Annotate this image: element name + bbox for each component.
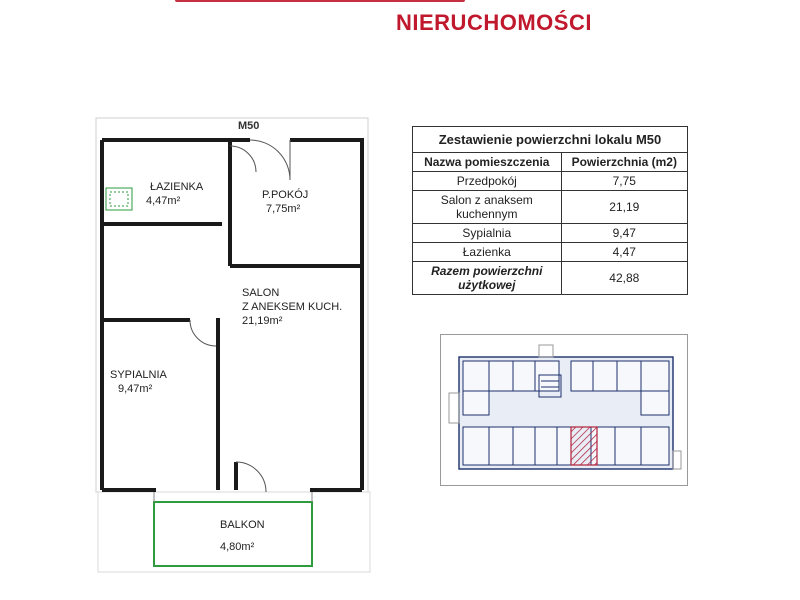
table-cell-area: 4,47 — [561, 243, 687, 262]
table-cell-room-line2: kuchennym — [456, 207, 518, 221]
brand-logo-cropped — [175, 0, 465, 2]
plan-unit-label: M50 — [238, 120, 260, 132]
table-cell-area: 7,75 — [561, 172, 687, 191]
table-total-row — [413, 262, 688, 295]
floor-plan — [90, 116, 380, 576]
building-locator-plan — [440, 334, 688, 486]
table-cell-room: Sypialnia — [413, 224, 562, 243]
area-summary-table — [412, 126, 688, 295]
room-label-lazienka: ŁAZIENKA — [150, 181, 204, 193]
room-label-sypialnia: SYPIALNIA — [110, 369, 167, 381]
table-row — [413, 191, 688, 224]
room-area-salon: 21,19m² — [242, 315, 283, 327]
table-header-name: Nazwa pomieszczenia — [413, 153, 562, 172]
table-cell-room-line1: Salon z anaksem — [440, 193, 533, 207]
table-caption: Zestawienie powierzchni lokalu M50 — [413, 127, 688, 153]
brand-name: NIERUCHOMOŚCI — [396, 10, 592, 35]
bathroom-fixture — [106, 188, 132, 210]
table-cell-area: 21,19 — [561, 191, 687, 224]
table-cell-area: 9,47 — [561, 224, 687, 243]
locator-drawing — [441, 335, 687, 485]
room-area-sypialnia: 9,47m² — [118, 383, 153, 395]
table-cell-room — [413, 191, 562, 224]
table-total-label-line2: użytkowej — [458, 278, 516, 292]
table-total-area: 42,88 — [561, 262, 687, 295]
room-label-balkon: BALKON — [220, 519, 265, 531]
room-area-balkon: 4,80m² — [220, 541, 255, 553]
table-total-label — [413, 262, 562, 295]
room-area-lazienka: 4,47m² — [146, 195, 181, 207]
room-label-salon-2: Z ANEKSEM KUCH. — [242, 301, 343, 313]
room-area-przedpokoj: 7,75m² — [266, 203, 301, 215]
room-label-salon: SALON — [242, 287, 280, 299]
table-cell-room: Przedpokój — [413, 172, 562, 191]
table-row — [413, 243, 688, 262]
table-row — [413, 224, 688, 243]
walls — [102, 140, 362, 490]
table-row — [413, 172, 688, 191]
table-header-area: Powierzchnia (m2) — [561, 153, 687, 172]
table-cell-room: Łazienka — [413, 243, 562, 262]
locator-unit-highlight — [571, 427, 597, 465]
table-total-label-line1: Razem powierzchni — [431, 264, 543, 278]
room-label-przedpokoj: P.POKÓJ — [262, 189, 309, 201]
